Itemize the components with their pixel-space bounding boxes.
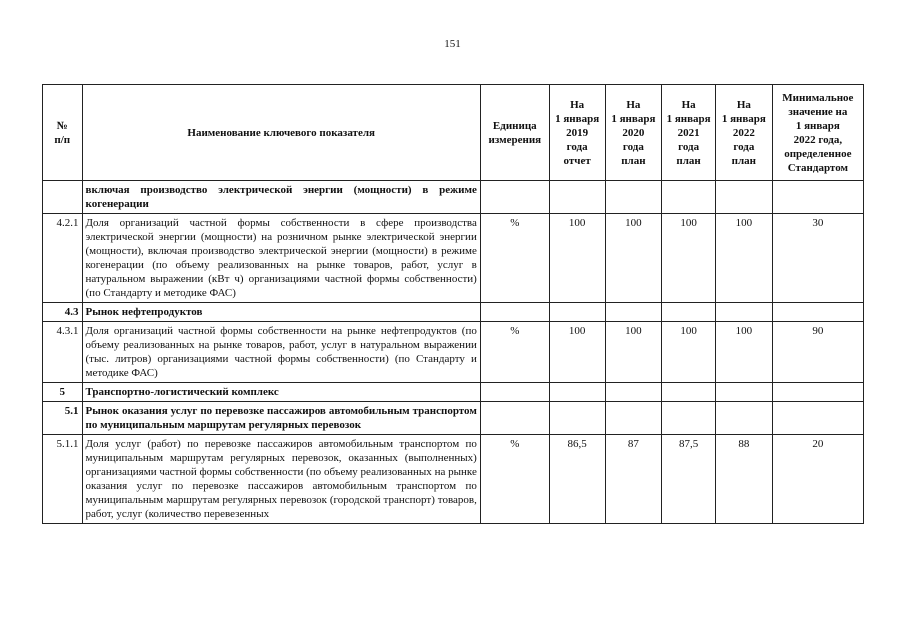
row-2020 <box>605 303 662 322</box>
row-min: 20 <box>772 435 863 524</box>
row-unit <box>480 303 549 322</box>
row-min <box>772 181 863 214</box>
header-min-text: Минимальное значение на 1 января 2022 года, определенное Стандартом <box>782 91 854 174</box>
header-2019 <box>549 85 605 181</box>
table-row <box>43 322 864 383</box>
row-2022: 100 <box>715 214 772 303</box>
row-2019 <box>549 303 605 322</box>
row-2022: 88 <box>715 435 772 524</box>
row-2019 <box>549 181 605 214</box>
header-2020-text: На 1 января 2020 года план <box>611 98 656 167</box>
row-2020 <box>605 402 662 435</box>
row-2020 <box>605 181 662 214</box>
row-number: 4.3.1 <box>43 322 83 383</box>
row-unit <box>480 181 549 214</box>
header-2020 <box>605 85 662 181</box>
row-unit: % <box>480 435 549 524</box>
row-number: 5.1.1 <box>43 435 83 524</box>
header-unit <box>480 85 549 181</box>
row-min: 30 <box>772 214 863 303</box>
row-name: Рынок оказания услуг по перевозке пассажиров автомобильным транспортом по муниципальным маршрутам регулярных перевозок <box>82 402 480 435</box>
row-number: 4.2.1 <box>43 214 83 303</box>
row-2022 <box>715 303 772 322</box>
kpi-table <box>42 84 864 524</box>
header-2022 <box>715 85 772 181</box>
row-2022 <box>715 383 772 402</box>
row-2019 <box>549 383 605 402</box>
row-2021 <box>662 383 716 402</box>
header-unit-text: Единица измерения <box>488 119 542 146</box>
row-name: Доля услуг (работ) по перевозке пассажиров автомобильным транспортом по муниципальным маршрутам регулярных перевозок, оказанных (выполненных) организациями частной формы собственности (по объему реализованных на рынке оказания услуг по перевозке пассажиров автомобильным транспортом по муниципальным маршрутам регулярных перевозок (городской транспорт) товаров, работ, услуг (количество перевезенных <box>82 435 480 524</box>
row-min <box>772 383 863 402</box>
header-2021 <box>662 85 716 181</box>
header-min <box>772 85 863 181</box>
table-row <box>43 402 864 435</box>
row-2019: 100 <box>549 214 605 303</box>
row-2020: 100 <box>605 322 662 383</box>
row-2021 <box>662 303 716 322</box>
row-number: 4.3 <box>43 303 83 322</box>
row-2020: 87 <box>605 435 662 524</box>
header-2022-text: На 1 января 2022 года план <box>721 98 766 167</box>
table-row <box>43 383 864 402</box>
header-2019-text: На 1 января 2019 года отчет <box>555 98 600 167</box>
row-2021: 100 <box>662 322 716 383</box>
row-2021: 100 <box>662 214 716 303</box>
row-name: Рынок нефтепродуктов <box>82 303 480 322</box>
row-name: Транспортно-логистический комплекс <box>82 383 480 402</box>
row-2019: 100 <box>549 322 605 383</box>
row-number <box>43 181 83 214</box>
table-row <box>43 181 864 214</box>
row-unit: % <box>480 214 549 303</box>
table-row <box>43 435 864 524</box>
row-2021: 87,5 <box>662 435 716 524</box>
row-2021 <box>662 181 716 214</box>
row-2022 <box>715 402 772 435</box>
table-row <box>43 303 864 322</box>
row-name: Доля организаций частной формы собственности в сфере производства электрической энергии (мощности) на розничном рынке электрической энергии (мощности), включая производство электрической энергии (мощности) в режиме когенерации (по объему реализованных на рынке товаров, работ, услуг в натуральном выражении (кВт ч) организациями частной формы собственности) (по Стандарту и методике ФАС) <box>82 214 480 303</box>
row-2019 <box>549 402 605 435</box>
row-min <box>772 303 863 322</box>
row-name: Доля организаций частной формы собственности на рынке нефтепродуктов (по объему реализованных на рынке товаров, работ, услуг в натуральном выражении (тыс. литров) организациями частной формы собственности) (по Стандарту и методике ФАС) <box>82 322 480 383</box>
row-2022 <box>715 181 772 214</box>
row-unit <box>480 383 549 402</box>
row-2019: 86,5 <box>549 435 605 524</box>
header-name-text: Наименование ключевого показателя <box>187 126 375 139</box>
row-number: 5 <box>43 383 83 402</box>
row-2022: 100 <box>715 322 772 383</box>
row-min: 90 <box>772 322 863 383</box>
row-2020: 100 <box>605 214 662 303</box>
row-2020 <box>605 383 662 402</box>
row-unit: % <box>480 322 549 383</box>
header-no <box>43 85 83 181</box>
header-2021-text: На 1 января 2021 года план <box>666 98 711 167</box>
row-number: 5.1 <box>43 402 83 435</box>
row-min <box>772 402 863 435</box>
row-2021 <box>662 402 716 435</box>
table-row <box>43 214 864 303</box>
row-name: включая производство электрической энергии (мощности) в режиме когенерации <box>82 181 480 214</box>
header-no-text: № п/п <box>54 119 71 146</box>
header-name <box>82 85 480 181</box>
page-number: 151 <box>444 38 461 50</box>
row-unit <box>480 402 549 435</box>
